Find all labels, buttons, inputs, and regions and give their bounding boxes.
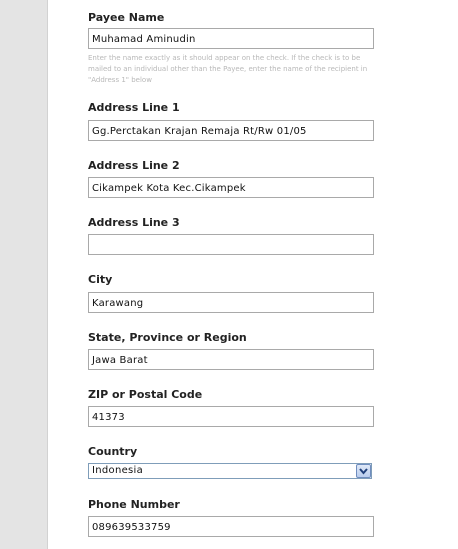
chevron-down-icon[interactable] — [356, 464, 371, 478]
zip-input[interactable]: 41373 — [88, 406, 374, 427]
address-line-3-label: Address Line 3 — [88, 216, 180, 229]
state-input[interactable]: Jawa Barat — [88, 349, 374, 370]
country-select[interactable] — [88, 463, 372, 479]
payee-name-hint: Enter the name exactly as it should appear on the check. If the check is to be mailed to an individual other than the Payee, enter the name of the recipient in "Address 1" below — [88, 54, 368, 84]
payee-name-label: Payee Name — [88, 11, 165, 24]
phone-input[interactable]: 089639533759 — [88, 516, 374, 537]
country-select-value: Indonesia — [92, 465, 144, 476]
address-line-2-label: Address Line 2 — [88, 159, 180, 172]
state-label: State, Province or Region — [88, 331, 247, 344]
address-line-1-label: Address Line 1 — [88, 101, 180, 114]
city-input[interactable]: Karawang — [88, 292, 374, 313]
address-line-3-input[interactable] — [88, 234, 374, 255]
page-left-gutter — [0, 0, 48, 549]
payee-name-input[interactable]: Muhamad Aminudin — [88, 28, 374, 49]
phone-label: Phone Number — [88, 498, 180, 511]
address-line-1-input[interactable]: Gg.Perctakan Krajan Remaja Rt/Rw 01/05 — [88, 120, 374, 141]
payee-address-form — [48, 0, 458, 549]
zip-label: ZIP or Postal Code — [88, 388, 203, 401]
city-label: City — [88, 273, 113, 286]
address-line-2-input[interactable]: Cikampek Kota Kec.Cikampek — [88, 177, 374, 198]
country-label: Country — [88, 445, 138, 458]
